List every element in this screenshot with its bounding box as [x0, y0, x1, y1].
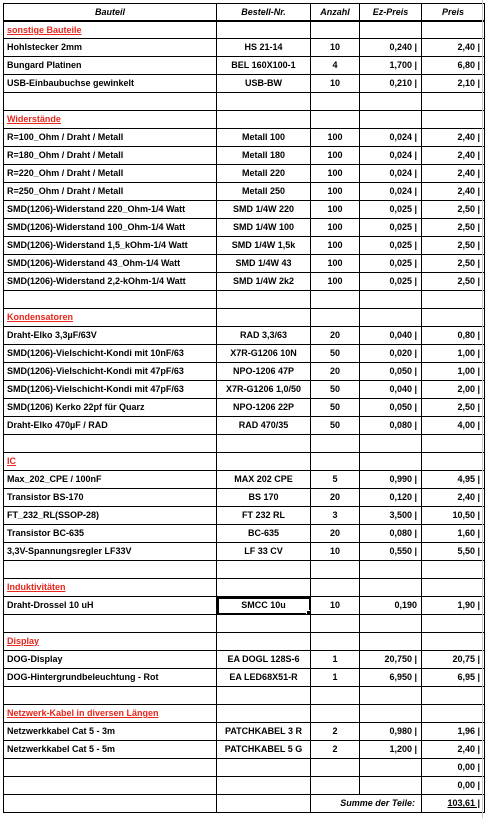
- blank-row: [3, 291, 485, 309]
- cell-bestell-nr[interactable]: [217, 759, 311, 777]
- table-row: [3, 669, 485, 687]
- cell-preis[interactable]: 2,50 |: [422, 399, 485, 417]
- cell-bestell-nr[interactable]: PATCHKABEL 5 G: [217, 741, 311, 759]
- sheet-edge-divider: [482, 0, 483, 818]
- cell-bestell-nr[interactable]: [217, 579, 311, 597]
- cell-bestell-nr[interactable]: RAD 3,3/63: [217, 327, 311, 345]
- section-header-row: [3, 705, 485, 723]
- cell-anzahl[interactable]: 1: [311, 651, 360, 669]
- cell-bestell-nr[interactable]: Metall 220: [217, 165, 311, 183]
- cell-einzelpreis[interactable]: [360, 309, 422, 327]
- cell-einzelpreis[interactable]: 20,750 |: [360, 651, 422, 669]
- cell-anzahl[interactable]: 100: [311, 201, 360, 219]
- cell-anzahl[interactable]: [311, 111, 360, 129]
- header-bestell-nr[interactable]: Bestell-Nr.: [217, 3, 311, 21]
- cell-bestell-nr[interactable]: SMD 1/4W 100: [217, 219, 311, 237]
- cell-bauteil[interactable]: [3, 759, 217, 777]
- cell-anzahl[interactable]: 2: [311, 741, 360, 759]
- cell-bauteil[interactable]: Max_202_CPE / 100nF: [3, 471, 217, 489]
- cell-anzahl[interactable]: 100: [311, 129, 360, 147]
- section-title[interactable]: Kondensatoren: [3, 309, 217, 327]
- cell-preis[interactable]: 6,80 |: [422, 57, 485, 75]
- cell-einzelpreis[interactable]: 0,240 |: [360, 39, 422, 57]
- cell-preis[interactable]: 2,50 |: [422, 273, 485, 291]
- cell-bestell-nr[interactable]: LF 33 CV: [217, 543, 311, 561]
- cell-preis[interactable]: 2,50 |: [422, 237, 485, 255]
- cell-einzelpreis[interactable]: [360, 777, 422, 795]
- cell-bestell-nr[interactable]: PATCHKABEL 3 R: [217, 723, 311, 741]
- section-header-row: [3, 21, 485, 39]
- section-header-row: [3, 453, 485, 471]
- cell-bauteil[interactable]: R=220_Ohm / Draht / Metall: [3, 165, 217, 183]
- table-row: [3, 75, 485, 93]
- cell-bauteil[interactable]: SMD(1206)-Vielschicht-Kondi mit 47pF/63: [3, 363, 217, 381]
- cell-bestell-nr[interactable]: [217, 705, 311, 723]
- cell-bauteil[interactable]: Hohlstecker 2mm: [3, 39, 217, 57]
- cell-bestell-nr[interactable]: USB-BW: [217, 75, 311, 93]
- cell-einzelpreis[interactable]: 0,025 |: [360, 201, 422, 219]
- cell-anzahl[interactable]: 20: [311, 327, 360, 345]
- cell-bestell-nr[interactable]: [217, 435, 311, 453]
- cell-einzelpreis[interactable]: [360, 687, 422, 705]
- table-row: [3, 759, 485, 777]
- cell-preis[interactable]: [422, 453, 485, 471]
- cell-bauteil[interactable]: Netzwerkkabel Cat 5 - 3m: [3, 723, 217, 741]
- cell-preis[interactable]: 6,95 |: [422, 669, 485, 687]
- cell-bestell-nr[interactable]: [217, 93, 311, 111]
- cell-einzelpreis[interactable]: 0,080 |: [360, 417, 422, 435]
- cell-einzelpreis[interactable]: 0,210 |: [360, 75, 422, 93]
- cell-anzahl[interactable]: 3: [311, 507, 360, 525]
- cell-einzelpreis[interactable]: 0,025 |: [360, 273, 422, 291]
- cell-bestell-nr[interactable]: NPO-1206 22P: [217, 399, 311, 417]
- cell-anzahl[interactable]: 1: [311, 669, 360, 687]
- cell-preis[interactable]: 2,40 |: [422, 183, 485, 201]
- cell-preis[interactable]: 1,00 |: [422, 345, 485, 363]
- cell-preis[interactable]: 0,80 |: [422, 327, 485, 345]
- header-bauteil[interactable]: Bauteil: [3, 3, 217, 21]
- cell-anzahl[interactable]: 10: [311, 543, 360, 561]
- cell-bestell-nr[interactable]: FT 232 RL: [217, 507, 311, 525]
- section-title[interactable]: Netzwerk-Kabel in diversen Längen: [3, 705, 217, 723]
- cell-preis[interactable]: 1,60 |: [422, 525, 485, 543]
- cell-preis[interactable]: [422, 435, 485, 453]
- table-row: [3, 471, 485, 489]
- cell-bauteil[interactable]: Bungard Platinen: [3, 57, 217, 75]
- cell-anzahl[interactable]: [311, 93, 360, 111]
- cell-bestell-nr[interactable]: [217, 309, 311, 327]
- cell-preis[interactable]: [422, 579, 485, 597]
- cell-preis[interactable]: [422, 687, 485, 705]
- sum-label-text: Summe der Teile:: [340, 798, 415, 808]
- cell-bauteil[interactable]: Draht-Drossel 10 uH: [3, 597, 217, 615]
- cell-anzahl[interactable]: 100: [311, 219, 360, 237]
- cell-preis[interactable]: 2,50 |: [422, 255, 485, 273]
- cell-einzelpreis[interactable]: 0,120 |: [360, 489, 422, 507]
- cell-bauteil[interactable]: [3, 561, 217, 579]
- cell-bauteil[interactable]: DOG-Hintergrundbeleuchtung - Rot: [3, 669, 217, 687]
- cell-preis[interactable]: 2,00 |: [422, 381, 485, 399]
- cell-preis[interactable]: 0,00 |: [422, 777, 485, 795]
- cell-einzelpreis[interactable]: [360, 291, 422, 309]
- cell-preis[interactable]: [422, 561, 485, 579]
- cell-bestell-nr[interactable]: Metall 180: [217, 147, 311, 165]
- cell-bestell-nr[interactable]: SMD 1/4W 1,5k: [217, 237, 311, 255]
- table-row: [3, 525, 485, 543]
- cell-bestell-nr[interactable]: HS 21-14: [217, 39, 311, 57]
- cell-preis[interactable]: 2,50 |: [422, 201, 485, 219]
- cell-einzelpreis[interactable]: [360, 705, 422, 723]
- cell-anzahl[interactable]: 4: [311, 57, 360, 75]
- table-row: [3, 741, 485, 759]
- blank-row: [3, 615, 485, 633]
- blank-row: [3, 561, 485, 579]
- cell-preis[interactable]: 0,00 |: [422, 759, 485, 777]
- cell-bestell-nr[interactable]: MAX 202 CPE: [217, 471, 311, 489]
- table-row: [3, 147, 485, 165]
- cell-bestell-nr[interactable]: EA LED68X51-R: [217, 669, 311, 687]
- cell-preis[interactable]: 2,40 |: [422, 147, 485, 165]
- cell-bestell-nr[interactable]: Metall 100: [217, 129, 311, 147]
- cell-einzelpreis[interactable]: 0,040 |: [360, 381, 422, 399]
- cell-bauteil[interactable]: [3, 435, 217, 453]
- cell-bestell-nr[interactable]: X7R-G1206 1,0/50: [217, 381, 311, 399]
- table-row: [3, 723, 485, 741]
- cell-bauteil[interactable]: [3, 687, 217, 705]
- cell-anzahl[interactable]: [311, 579, 360, 597]
- cell-einzelpreis[interactable]: 0,025 |: [360, 255, 422, 273]
- cell-bauteil[interactable]: R=100_Ohm / Draht / Metall: [3, 129, 217, 147]
- cell-bauteil[interactable]: DOG-Display: [3, 651, 217, 669]
- header-preis[interactable]: Preis: [422, 3, 485, 21]
- cell-einzelpreis[interactable]: [360, 615, 422, 633]
- parts-list-spreadsheet: [3, 3, 485, 813]
- cell-preis[interactable]: [422, 21, 485, 39]
- cell-preis[interactable]: 2,40 |: [422, 165, 485, 183]
- cell-anzahl[interactable]: [311, 435, 360, 453]
- cell-anzahl[interactable]: 100: [311, 255, 360, 273]
- cell-anzahl[interactable]: [311, 615, 360, 633]
- cell-anzahl[interactable]: [311, 291, 360, 309]
- cell-bestell-nr[interactable]: [217, 633, 311, 651]
- cell-bauteil[interactable]: SMD(1206)-Vielschicht-Kondi mit 47pF/63: [3, 381, 217, 399]
- cell-anzahl[interactable]: [311, 777, 360, 795]
- table-row: [3, 165, 485, 183]
- cell-einzelpreis[interactable]: [360, 633, 422, 651]
- cell-preis[interactable]: 2,40 |: [422, 129, 485, 147]
- cell-anzahl[interactable]: [311, 759, 360, 777]
- table-row: [3, 219, 485, 237]
- table-row: [3, 237, 485, 255]
- cell-bauteil[interactable]: SMD(1206) Kerko 22pf für Quarz: [3, 399, 217, 417]
- cell-einzelpreis[interactable]: 0,024 |: [360, 165, 422, 183]
- cell-preis[interactable]: 2,10 |: [422, 75, 485, 93]
- cell-bestell-nr[interactable]: BS 170: [217, 489, 311, 507]
- cell-einzelpreis[interactable]: [360, 579, 422, 597]
- cell-preis[interactable]: 2,40 |: [422, 39, 485, 57]
- cell-preis[interactable]: [422, 615, 485, 633]
- cell-bestell-nr[interactable]: [217, 453, 311, 471]
- cell-preis[interactable]: [422, 111, 485, 129]
- cell-einzelpreis[interactable]: 3,500 |: [360, 507, 422, 525]
- cell-bauteil[interactable]: [3, 795, 217, 813]
- cell-anzahl[interactable]: 100: [311, 147, 360, 165]
- cell-bestell-nr[interactable]: BEL 160X100-1: [217, 57, 311, 75]
- cell-preis[interactable]: 1,96 |: [422, 723, 485, 741]
- cell-bauteil[interactable]: Transistor BC-635: [3, 525, 217, 543]
- cell-preis[interactable]: 1,00 |: [422, 363, 485, 381]
- cell-einzelpreis[interactable]: 0,025 |: [360, 219, 422, 237]
- cell-bestell-nr[interactable]: NPO-1206 47P: [217, 363, 311, 381]
- cell-einzelpreis[interactable]: [360, 759, 422, 777]
- header-anzahl[interactable]: Anzahl: [311, 3, 360, 21]
- cell-anzahl[interactable]: 100: [311, 237, 360, 255]
- table-row: [3, 489, 485, 507]
- cell-anzahl[interactable]: 5: [311, 471, 360, 489]
- table-row: [3, 327, 485, 345]
- table-row: [3, 255, 485, 273]
- cell-anzahl[interactable]: 50: [311, 381, 360, 399]
- table-row: [3, 129, 485, 147]
- cell-anzahl[interactable]: 10: [311, 597, 360, 615]
- cell-anzahl[interactable]: 10: [311, 39, 360, 57]
- cell-bestell-nr[interactable]: SMD 1/4W 2k2: [217, 273, 311, 291]
- cell-anzahl[interactable]: 2: [311, 723, 360, 741]
- cell-einzelpreis[interactable]: 1,700 |: [360, 57, 422, 75]
- blank-row: [3, 687, 485, 705]
- section-header-row: [3, 633, 485, 651]
- cell-preis[interactable]: 10,50 |: [422, 507, 485, 525]
- cell-bestell-nr[interactable]: [217, 615, 311, 633]
- cell-bestell-nr[interactable]: [217, 291, 311, 309]
- cell-einzelpreis[interactable]: 0,025 |: [360, 237, 422, 255]
- table-row: [3, 363, 485, 381]
- table-row: [3, 399, 485, 417]
- cell-bauteil[interactable]: Netzwerkkabel Cat 5 - 5m: [3, 741, 217, 759]
- section-title[interactable]: Widerstände: [3, 111, 217, 129]
- sum-row: [3, 795, 485, 813]
- table-row: [3, 597, 485, 615]
- cell-bestell-nr[interactable]: X7R-G1206 10N: [217, 345, 311, 363]
- cell-anzahl[interactable]: 50: [311, 417, 360, 435]
- cell-preis[interactable]: 2,50 |: [422, 219, 485, 237]
- cell-anzahl[interactable]: 100: [311, 273, 360, 291]
- cell-preis[interactable]: 4,00 |: [422, 417, 485, 435]
- cell-bauteil[interactable]: 3,3V-Spannungsregler LF33V: [3, 543, 217, 561]
- section-title[interactable]: Induktivitäten: [3, 579, 217, 597]
- cell-bauteil[interactable]: SMD(1206)-Widerstand 220_Ohm-1/4 Watt: [3, 201, 217, 219]
- table-row: [3, 201, 485, 219]
- cell-bauteil[interactable]: Transistor BS-170: [3, 489, 217, 507]
- cell-bauteil[interactable]: SMD(1206)-Widerstand 2,2-kOhm-1/4 Watt: [3, 273, 217, 291]
- table-row: [3, 345, 485, 363]
- cell-anzahl[interactable]: 50: [311, 345, 360, 363]
- cell-anzahl[interactable]: [311, 309, 360, 327]
- cell-anzahl[interactable]: [311, 705, 360, 723]
- cell-bauteil[interactable]: SMD(1206)-Widerstand 1,5_kOhm-1/4 Watt: [3, 237, 217, 255]
- cell-anzahl[interactable]: 50: [311, 399, 360, 417]
- cell-bauteil[interactable]: R=180_Ohm / Draht / Metall: [3, 147, 217, 165]
- cell-bestell-nr[interactable]: [217, 21, 311, 39]
- cell-einzelpreis[interactable]: 0,080 |: [360, 525, 422, 543]
- cell-einzelpreis[interactable]: 0,050 |: [360, 363, 422, 381]
- cell-einzelpreis[interactable]: 1,200 |: [360, 741, 422, 759]
- cell-einzelpreis[interactable]: [360, 21, 422, 39]
- cell-einzelpreis[interactable]: [360, 435, 422, 453]
- cell-anzahl[interactable]: [311, 21, 360, 39]
- cell-anzahl[interactable]: 20: [311, 489, 360, 507]
- cell-einzelpreis[interactable]: 0,550 |: [360, 543, 422, 561]
- cell-bestell-nr[interactable]: [217, 777, 311, 795]
- header-row: [3, 3, 485, 21]
- selected-cell[interactable]: SMCC 10u: [217, 597, 311, 615]
- cell-einzelpreis[interactable]: 0,024 |: [360, 183, 422, 201]
- cell-einzelpreis[interactable]: 0,980 |: [360, 723, 422, 741]
- cell-anzahl[interactable]: [311, 453, 360, 471]
- cell-bauteil[interactable]: [3, 93, 217, 111]
- cell-bauteil[interactable]: [3, 291, 217, 309]
- blank-row: [3, 93, 485, 111]
- cell-anzahl[interactable]: [311, 633, 360, 651]
- blank-row: [3, 435, 485, 453]
- header-einzelpreis[interactable]: Ez-Preis: [360, 3, 422, 21]
- cell-einzelpreis[interactable]: [360, 561, 422, 579]
- cell-bestell-nr[interactable]: [217, 111, 311, 129]
- section-header-row: [3, 579, 485, 597]
- cell-bauteil[interactable]: SMD(1206)-Vielschicht-Kondi mit 10nF/63: [3, 345, 217, 363]
- cell-bauteil[interactable]: SMD(1206)-Widerstand 100_Ohm-1/4 Watt: [3, 219, 217, 237]
- cell-einzelpreis[interactable]: 0,024 |: [360, 129, 422, 147]
- table-row: [3, 381, 485, 399]
- cell-preis[interactable]: 4,95 |: [422, 471, 485, 489]
- section-title[interactable]: sonstige Bauteile: [3, 21, 217, 39]
- table-row: [3, 777, 485, 795]
- table-row: [3, 57, 485, 75]
- cell-preis[interactable]: [422, 291, 485, 309]
- cell-bauteil[interactable]: SMD(1206)-Widerstand 43_Ohm-1/4 Watt: [3, 255, 217, 273]
- cell-einzelpreis[interactable]: 0,040 |: [360, 327, 422, 345]
- cell-anzahl[interactable]: 100: [311, 165, 360, 183]
- cell-anzahl[interactable]: 10: [311, 75, 360, 93]
- cell-bestell-nr[interactable]: SMD 1/4W 43: [217, 255, 311, 273]
- cell-bauteil[interactable]: Draht-Elko 470µF / RAD: [3, 417, 217, 435]
- table-body: [3, 21, 485, 813]
- cell-bauteil[interactable]: USB-Einbaubuchse gewinkelt: [3, 75, 217, 93]
- cell-einzelpreis[interactable]: 0,024 |: [360, 147, 422, 165]
- cell-preis[interactable]: 2,40 |: [422, 741, 485, 759]
- table-row: [3, 417, 485, 435]
- cell-anzahl[interactable]: [311, 561, 360, 579]
- cell-bestell-nr[interactable]: [217, 795, 311, 813]
- cell-einzelpreis[interactable]: [360, 453, 422, 471]
- cell-preis[interactable]: 5,50 |: [422, 543, 485, 561]
- cell-bauteil[interactable]: R=250_Ohm / Draht / Metall: [3, 183, 217, 201]
- cell-bestell-nr[interactable]: EA DOGL 128S-6: [217, 651, 311, 669]
- cell-einzelpreis[interactable]: 0,990 |: [360, 471, 422, 489]
- sum-value[interactable]: [422, 795, 485, 813]
- sum-label[interactable]: [340, 795, 422, 813]
- table-row: [3, 183, 485, 201]
- cell-anzahl[interactable]: 20: [311, 525, 360, 543]
- sum-value-text: 103,61 |: [447, 798, 480, 808]
- section-header-row: [3, 309, 485, 327]
- table-row: [3, 273, 485, 291]
- cell-preis[interactable]: 2,40 |: [422, 489, 485, 507]
- cell-bauteil[interactable]: FT_232_RL(SSOP-28): [3, 507, 217, 525]
- cell-preis[interactable]: [422, 309, 485, 327]
- cell-anzahl[interactable]: 20: [311, 363, 360, 381]
- section-title[interactable]: IC: [3, 453, 217, 471]
- cell-bestell-nr[interactable]: SMD 1/4W 220: [217, 201, 311, 219]
- cell-bestell-nr[interactable]: RAD 470/35: [217, 417, 311, 435]
- cell-bestell-nr[interactable]: Metall 250: [217, 183, 311, 201]
- table-row: [3, 651, 485, 669]
- table-row: [3, 39, 485, 57]
- cell-einzelpreis[interactable]: 0,020 |: [360, 345, 422, 363]
- cell-einzelpreis[interactable]: 6,950 |: [360, 669, 422, 687]
- cell-preis[interactable]: 20,75 |: [422, 651, 485, 669]
- cell-einzelpreis[interactable]: 0,190: [360, 597, 422, 615]
- cell-einzelpreis[interactable]: [360, 93, 422, 111]
- cell-bestell-nr[interactable]: BC-635: [217, 525, 311, 543]
- cell-bestell-nr[interactable]: [217, 687, 311, 705]
- cell-bauteil[interactable]: Draht-Elko 3,3µF/63V: [3, 327, 217, 345]
- cell-bestell-nr[interactable]: [217, 561, 311, 579]
- cell-preis[interactable]: [422, 705, 485, 723]
- cell-preis[interactable]: [422, 93, 485, 111]
- cell-preis[interactable]: [422, 633, 485, 651]
- section-header-row: [3, 111, 485, 129]
- cell-bauteil[interactable]: [3, 615, 217, 633]
- cell-preis[interactable]: 1,90 |: [422, 597, 485, 615]
- cell-anzahl[interactable]: 100: [311, 183, 360, 201]
- cell-einzelpreis[interactable]: 0,050 |: [360, 399, 422, 417]
- cell-bauteil[interactable]: [3, 777, 217, 795]
- section-title[interactable]: Display: [3, 633, 217, 651]
- cell-einzelpreis[interactable]: [360, 111, 422, 129]
- cell-anzahl[interactable]: [311, 687, 360, 705]
- table-row: [3, 543, 485, 561]
- table-row: [3, 507, 485, 525]
